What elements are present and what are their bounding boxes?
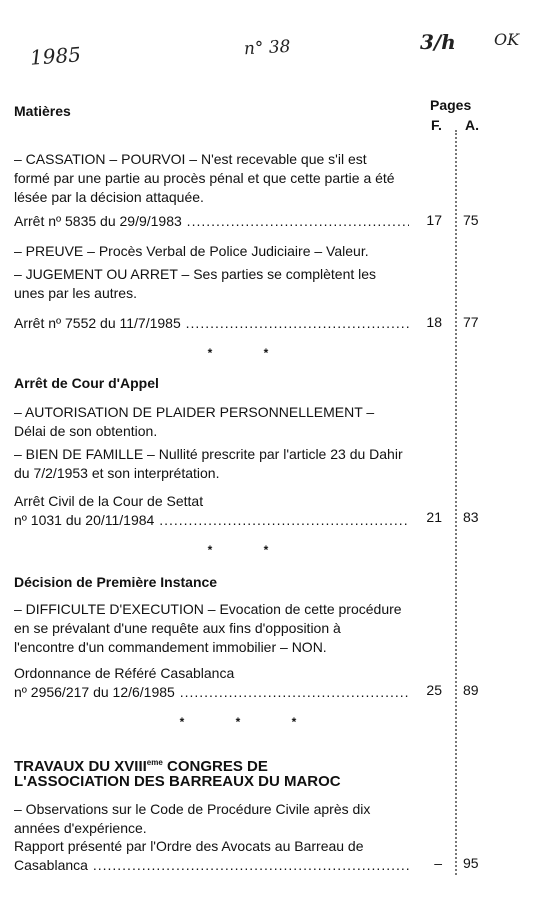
handwritten-number: n° 38 xyxy=(243,36,291,60)
ordonnance-2956: nº 2956/217 du 12/6/1985 ..... xyxy=(14,683,409,702)
entry-preuve: – PREUVE – Procès Verbal de Police Judiciaire – Valeur. xyxy=(14,243,369,259)
entry-cassation: – CASSATION – POURVOI – N'est recevable que s'il est formé par une partie au procès pénal et que cette partie a été lésée par la décision attaquée. xyxy=(14,151,395,205)
handwritten-pages: 3/h xyxy=(420,30,456,54)
page-a-77: 77 xyxy=(463,314,479,330)
page-a-83: 83 xyxy=(463,509,479,525)
page-a-89: 89 xyxy=(463,682,479,698)
entry-autorisation: – AUTORISATION DE PLAIDER PERSONNELLEMENT – Délai de son obtention. xyxy=(14,404,375,439)
entry-bien-famille: – BIEN DE FAMILLE – Nullité prescrite par l'article 23 du Dahir du 7/2/1953 et son interprétation. xyxy=(14,446,403,481)
ordonnance-casablanca: Ordonnance de Référé Casablanca xyxy=(14,665,235,681)
heading-association-barreaux: L'ASSOCIATION DES BARREAUX DU MAROC xyxy=(14,773,341,790)
arret-7552: Arrêt nº 7552 du 11/7/1985 ..... xyxy=(14,314,409,333)
matieres-heading: Matières xyxy=(14,103,71,119)
separator-stars-1: * * xyxy=(207,346,293,360)
heading-travaux-sup: eme xyxy=(146,758,163,767)
heading-travaux-part2: CONGRES DE xyxy=(162,758,268,775)
arret-civil-settat: Arrêt Civil de la Cour de Settat xyxy=(14,493,204,509)
column-a-heading: A. xyxy=(465,117,479,133)
rapport-ordre-avocats: Rapport présenté par l'Ordre des Avocats au Barreau de xyxy=(14,838,364,854)
entry-jugement: – JUGEMENT OU ARRET – Ses parties se complètent les unes par les autres. xyxy=(14,266,377,301)
page-f-dash: – xyxy=(434,855,442,871)
page-f-18: 18 xyxy=(426,314,442,330)
heading-cour-appel: Arrêt de Cour d'Appel xyxy=(14,375,159,391)
entry-observations: – Observations sur le Code de Procédure Civile après dix années d'expérience. xyxy=(14,801,371,836)
heading-travaux-part1: TRAVAUX DU XVIII xyxy=(14,758,147,775)
pages-heading: Pages xyxy=(430,97,472,113)
page-f-21: 21 xyxy=(426,509,442,525)
arret-1031: nº 1031 du 20/11/1984 ..... xyxy=(14,511,409,530)
page-f-25: 25 xyxy=(426,682,442,698)
arret-5835: Arrêt nº 5835 du 29/9/1983 ..... xyxy=(14,212,409,231)
column-f-heading: F. xyxy=(431,117,442,133)
handwritten-ok: OK xyxy=(494,30,520,49)
page-f-17: 17 xyxy=(426,212,442,228)
page-a-75: 75 xyxy=(463,212,479,228)
rapport-casablanca: Casablanca ..... xyxy=(14,856,409,875)
separator-stars-3: * * * xyxy=(179,715,321,729)
entry-difficulte-execution: – DIFFICULTE D'EXECUTION – Evocation de cette procédure en se prévalant d'une requête aux fins d'opposition à l'encontre d'un commandement immobilier – NON. xyxy=(14,601,402,655)
page-a-95: 95 xyxy=(463,855,479,871)
dotted-column-separator xyxy=(455,130,457,875)
separator-stars-2: * * xyxy=(207,543,293,557)
heading-premiere-instance: Décision de Première Instance xyxy=(14,574,218,590)
handwritten-year: 1985 xyxy=(29,42,82,70)
